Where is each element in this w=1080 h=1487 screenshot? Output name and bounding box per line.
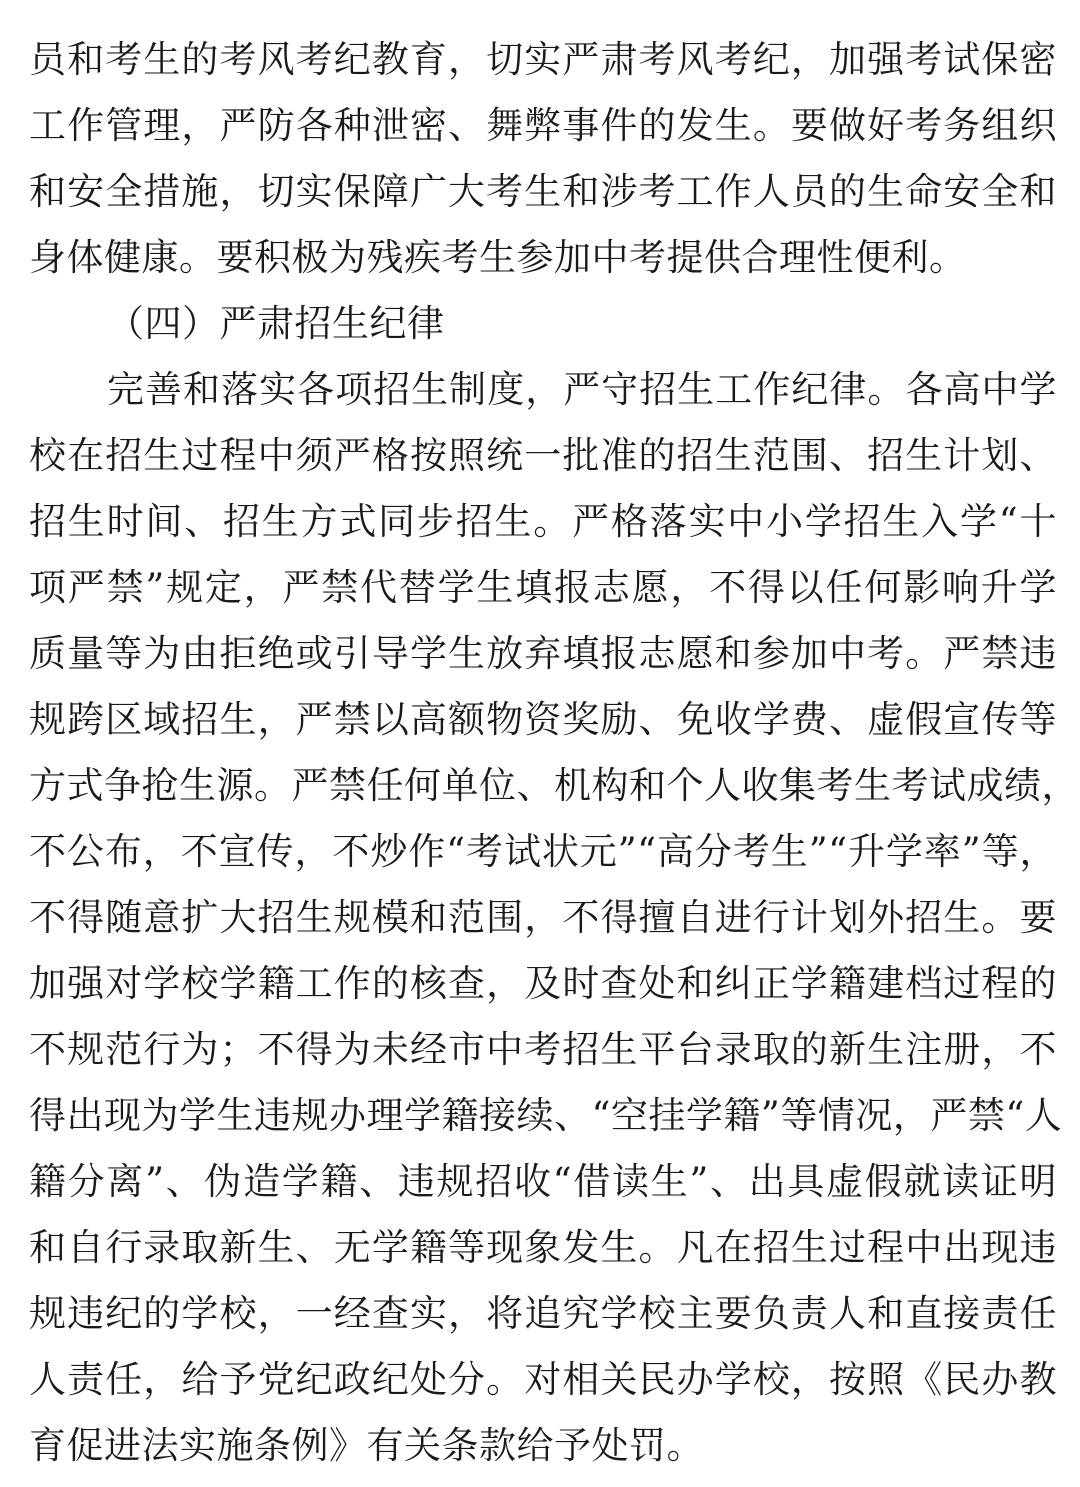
paragraph-line: 员和考生的考风考纪教育，切实严肃考风考纪，加强考试保密	[29, 38, 1057, 81]
paragraph-line: 质量等为由拒绝或引导学生放弃填报志愿和参加中考。严禁违	[29, 632, 1057, 675]
paragraph-line: 人责任，给予党纪政纪处分。对相关民办学校，按照《民办教	[29, 1358, 1057, 1401]
paragraph-line: 规跨区域招生，严禁以高额物资奖励、免收学费、虚假宣传等	[29, 698, 1057, 741]
paragraph-line: 和安全措施，切实保障广大考生和涉考工作人员的生命安全和	[29, 170, 1057, 213]
paragraph-line: 育促进法实施条例》有关条款给予处罚。	[29, 1424, 704, 1467]
paragraph-line: 不得随意扩大招生规模和范围，不得擅自进行计划外招生。要	[29, 896, 1057, 939]
paragraph-line: 和自行录取新生、无学籍等现象发生。凡在招生过程中出现违	[29, 1226, 1057, 1269]
paragraph-line: 校在招生过程中须严格按照统一批准的招生范围、招生计划、	[29, 434, 1057, 477]
paragraph-line: 项严禁”规定，严禁代替学生填报志愿，不得以任何影响升学	[29, 566, 1057, 609]
paragraph-line: 不公布，不宣传，不炒作“考试状元”“高分考生”“升学率”等，	[29, 830, 1057, 873]
paragraph-line: 工作管理，严防各种泄密、舞弊事件的发生。要做好考务组织	[29, 104, 1057, 147]
section-heading: （四）严肃招生纪律	[107, 302, 445, 345]
paragraph-line: 规违纪的学校，一经查实，将追究学校主要负责人和直接责任	[29, 1292, 1057, 1335]
paragraph-line: 加强对学校学籍工作的核查，及时查处和纠正学籍建档过程的	[29, 962, 1057, 1005]
paragraph-line: 不规范行为；不得为未经市中考招生平台录取的新生注册，不	[29, 1028, 1057, 1071]
paragraph-line: 籍分离”、伪造学籍、违规招收“借读生”、出具虚假就读证明	[29, 1160, 1057, 1203]
paragraph-line: 招生时间、招生方式同步招生。严格落实中小学招生入学“十	[29, 500, 1057, 543]
paragraph-line: 得出现为学生违规办理学籍接续、“空挂学籍”等情况，严禁“人	[29, 1094, 1063, 1137]
paragraph-line: 完善和落实各项招生制度，严守招生工作纪律。各高中学	[107, 368, 1057, 411]
paragraph-line: 方式争抢生源。严禁任何单位、机构和个人收集考生考试成绩，	[29, 764, 1079, 807]
paragraph-line: 身体健康。要积极为残疾考生参加中考提供合理性便利。	[29, 236, 967, 279]
